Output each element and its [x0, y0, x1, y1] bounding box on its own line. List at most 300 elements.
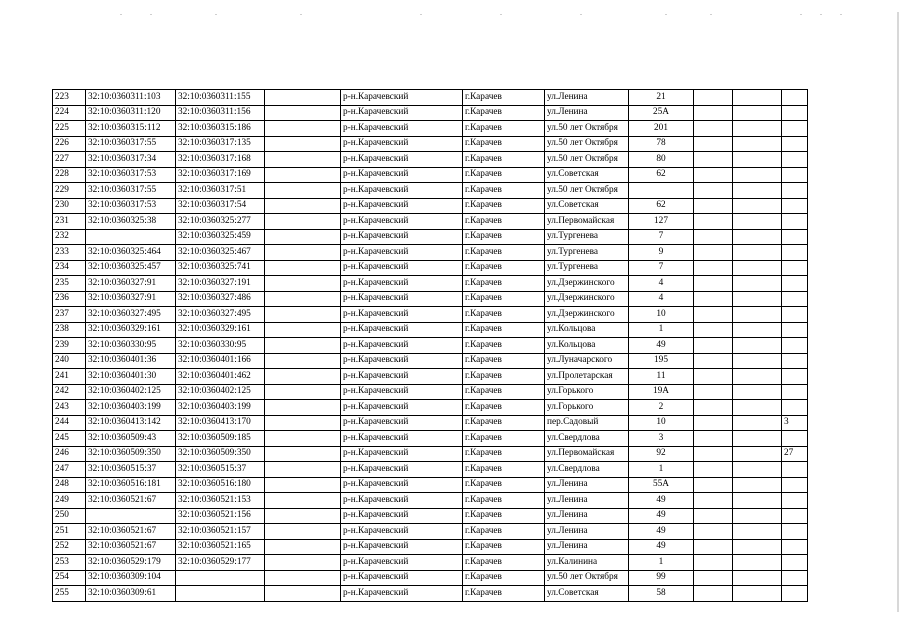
- empty-cell: [265, 586, 341, 602]
- empty-cell: [265, 136, 341, 152]
- extra-cell-3: [782, 229, 808, 245]
- row-number-cell: 238: [53, 322, 86, 338]
- district-cell: р-н.Карачевский: [341, 369, 463, 385]
- table-row: [53, 477, 808, 493]
- city-cell: г.Карачев: [463, 214, 545, 230]
- extra-cell-2: [733, 400, 782, 416]
- empty-cell: [265, 167, 341, 183]
- district-cell: р-н.Карачевский: [341, 229, 463, 245]
- extra-cell-2: [733, 276, 782, 292]
- street-cell: ул.50 лет Октября: [545, 152, 629, 168]
- extra-cell-1: [694, 214, 733, 230]
- extra-cell-3: [782, 384, 808, 400]
- city-cell: г.Карачев: [463, 493, 545, 509]
- table-row: [53, 121, 808, 137]
- city-cell: г.Карачев: [463, 121, 545, 137]
- row-number-cell: 251: [53, 524, 86, 540]
- extra-cell-1: [694, 90, 733, 106]
- city-cell: г.Карачев: [463, 446, 545, 462]
- cadastral-number-cell: 32:10:0360401:30: [86, 369, 176, 385]
- district-cell: р-н.Карачевский: [341, 307, 463, 323]
- district-cell: р-н.Карачевский: [341, 183, 463, 199]
- extra-cell-1: [694, 167, 733, 183]
- street-cell: ул.50 лет Октября: [545, 183, 629, 199]
- extra-cell-1: [694, 400, 733, 416]
- cadastral-number-cell: 32:10:0360327:495: [86, 307, 176, 323]
- house-number-cell: 11: [629, 369, 694, 385]
- row-number-cell: 232: [53, 229, 86, 245]
- row-number-cell: 246: [53, 446, 86, 462]
- extra-cell-3: [782, 291, 808, 307]
- extra-cell-3: [782, 570, 808, 586]
- street-cell: ул.Ленина: [545, 90, 629, 106]
- district-cell: р-н.Карачевский: [341, 539, 463, 555]
- extra-cell-1: [694, 152, 733, 168]
- extra-cell-2: [733, 431, 782, 447]
- extra-cell-3: [782, 136, 808, 152]
- extra-cell-3: [782, 539, 808, 555]
- cadastral-number-cell: 32:10:0360402:125: [86, 384, 176, 400]
- district-cell: р-н.Карачевский: [341, 121, 463, 137]
- house-number-cell: 49: [629, 508, 694, 524]
- city-cell: г.Карачев: [463, 183, 545, 199]
- street-cell: ул.Ленина: [545, 493, 629, 509]
- house-number-cell: 4: [629, 276, 694, 292]
- extra-cell-1: [694, 322, 733, 338]
- house-number-cell: 1: [629, 322, 694, 338]
- house-number-cell: 25А: [629, 105, 694, 121]
- empty-cell: [265, 90, 341, 106]
- extra-cell-2: [733, 322, 782, 338]
- empty-cell: [265, 291, 341, 307]
- cadastral-number-cell: 32:10:0360509:43: [86, 431, 176, 447]
- cadastral-number-cell: 32:10:0360309:104: [86, 570, 176, 586]
- cadastral-number-2-cell: 32:10:0360325:467: [176, 245, 265, 261]
- row-number-cell: 247: [53, 462, 86, 478]
- cadastral-number-cell: 32:10:0360329:161: [86, 322, 176, 338]
- extra-cell-3: [782, 245, 808, 261]
- street-cell: ул.Пролетарская: [545, 369, 629, 385]
- empty-cell: [265, 229, 341, 245]
- house-number-cell: 49: [629, 493, 694, 509]
- extra-cell-3: [782, 152, 808, 168]
- cadastral-number-cell: 32:10:0360309:61: [86, 586, 176, 602]
- street-cell: ул.Советская: [545, 198, 629, 214]
- city-cell: г.Карачев: [463, 136, 545, 152]
- extra-cell-3: [782, 322, 808, 338]
- extra-cell-3: [782, 431, 808, 447]
- district-cell: р-н.Карачевский: [341, 524, 463, 540]
- extra-cell-1: [694, 524, 733, 540]
- cadastral-number-2-cell: 32:10:0360327:191: [176, 276, 265, 292]
- row-number-cell: 226: [53, 136, 86, 152]
- cadastral-number-cell: 32:10:0360515:37: [86, 462, 176, 478]
- empty-cell: [265, 121, 341, 137]
- row-number-cell: 225: [53, 121, 86, 137]
- cadastral-number-cell: [86, 229, 176, 245]
- district-cell: р-н.Карачевский: [341, 198, 463, 214]
- table-row: [53, 198, 808, 214]
- row-number-cell: 227: [53, 152, 86, 168]
- extra-cell-1: [694, 338, 733, 354]
- empty-cell: [265, 508, 341, 524]
- house-number-cell: 99: [629, 570, 694, 586]
- extra-cell-3: [782, 260, 808, 276]
- extra-cell-1: [694, 539, 733, 555]
- extra-cell-1: [694, 245, 733, 261]
- extra-cell-1: [694, 586, 733, 602]
- street-cell: ул.Калинина: [545, 555, 629, 571]
- extra-cell-1: [694, 105, 733, 121]
- row-number-cell: 241: [53, 369, 86, 385]
- district-cell: р-н.Карачевский: [341, 508, 463, 524]
- empty-cell: [265, 198, 341, 214]
- extra-cell-1: [694, 508, 733, 524]
- cadastral-number-2-cell: 32:10:0360325:277: [176, 214, 265, 230]
- cadastral-number-cell: [86, 508, 176, 524]
- extra-cell-3: [782, 105, 808, 121]
- extra-cell-3: [782, 121, 808, 137]
- district-cell: р-н.Карачевский: [341, 322, 463, 338]
- house-number-cell: 7: [629, 260, 694, 276]
- extra-cell-2: [733, 167, 782, 183]
- cadastral-number-2-cell: [176, 586, 265, 602]
- house-number-cell: 10: [629, 307, 694, 323]
- cadastral-number-2-cell: 32:10:0360521:157: [176, 524, 265, 540]
- house-number-cell: 10: [629, 415, 694, 431]
- street-cell: ул.Первомайская: [545, 446, 629, 462]
- district-cell: р-н.Карачевский: [341, 570, 463, 586]
- row-number-cell: 240: [53, 353, 86, 369]
- empty-cell: [265, 446, 341, 462]
- extra-cell-3: [782, 493, 808, 509]
- table-row: [53, 183, 808, 199]
- extra-cell-2: [733, 245, 782, 261]
- cadastral-number-2-cell: 32:10:0360402:125: [176, 384, 265, 400]
- cadastral-number-cell: 32:10:0360315:112: [86, 121, 176, 137]
- extra-cell-2: [733, 539, 782, 555]
- table-row: [53, 524, 808, 540]
- cadastral-number-cell: 32:10:0360317:55: [86, 183, 176, 199]
- street-cell: ул.Кольцова: [545, 338, 629, 354]
- house-number-cell: 80: [629, 152, 694, 168]
- district-cell: р-н.Карачевский: [341, 353, 463, 369]
- cadastral-number-cell: 32:10:0360317:53: [86, 167, 176, 183]
- table-row: [53, 384, 808, 400]
- row-number-cell: 233: [53, 245, 86, 261]
- city-cell: г.Карачев: [463, 90, 545, 106]
- extra-cell-3: [782, 198, 808, 214]
- extra-cell-2: [733, 291, 782, 307]
- empty-cell: [265, 400, 341, 416]
- street-cell: ул.Свердлова: [545, 431, 629, 447]
- extra-cell-1: [694, 493, 733, 509]
- empty-cell: [265, 477, 341, 493]
- cadastral-number-cell: 32:10:0360403:199: [86, 400, 176, 416]
- city-cell: г.Карачев: [463, 276, 545, 292]
- street-cell: ул.Кольцова: [545, 322, 629, 338]
- house-number-cell: [629, 183, 694, 199]
- row-number-cell: 244: [53, 415, 86, 431]
- city-cell: г.Карачев: [463, 400, 545, 416]
- table-row: [53, 539, 808, 555]
- extra-cell-3: [782, 276, 808, 292]
- city-cell: г.Карачев: [463, 539, 545, 555]
- row-number-cell: 236: [53, 291, 86, 307]
- extra-cell-1: [694, 462, 733, 478]
- table-row: [53, 276, 808, 292]
- table-row: [53, 136, 808, 152]
- cadastral-number-cell: 32:10:0360413:142: [86, 415, 176, 431]
- table-row: [53, 555, 808, 571]
- extra-cell-2: [733, 136, 782, 152]
- row-number-cell: 253: [53, 555, 86, 571]
- city-cell: г.Карачев: [463, 384, 545, 400]
- city-cell: г.Карачев: [463, 198, 545, 214]
- empty-cell: [265, 183, 341, 199]
- cadastral-number-cell: 32:10:0360325:464: [86, 245, 176, 261]
- extra-cell-3: [782, 338, 808, 354]
- table-row: [53, 260, 808, 276]
- extra-cell-2: [733, 446, 782, 462]
- cadastral-number-cell: 32:10:0360317:34: [86, 152, 176, 168]
- scan-noise: [120, 14, 860, 18]
- house-number-cell: 21: [629, 90, 694, 106]
- street-cell: пер.Садовый: [545, 415, 629, 431]
- table-row: [53, 338, 808, 354]
- city-cell: г.Карачев: [463, 369, 545, 385]
- extra-cell-1: [694, 353, 733, 369]
- table-row: [53, 400, 808, 416]
- extra-cell-3: [782, 369, 808, 385]
- extra-cell-2: [733, 586, 782, 602]
- cadastral-table: [52, 89, 808, 602]
- table-row: [53, 291, 808, 307]
- extra-cell-1: [694, 183, 733, 199]
- cadastral-number-2-cell: 32:10:0360317:169: [176, 167, 265, 183]
- cadastral-number-cell: 32:10:0360325:38: [86, 214, 176, 230]
- extra-cell-1: [694, 121, 733, 137]
- cadastral-number-cell: 32:10:0360327:91: [86, 291, 176, 307]
- table-body: [53, 90, 808, 602]
- cadastral-number-2-cell: 32:10:0360401:462: [176, 369, 265, 385]
- house-number-cell: 1: [629, 555, 694, 571]
- cadastral-number-2-cell: 32:10:0360317:135: [176, 136, 265, 152]
- city-cell: г.Карачев: [463, 307, 545, 323]
- house-number-cell: 49: [629, 338, 694, 354]
- city-cell: г.Карачев: [463, 508, 545, 524]
- extra-cell-1: [694, 431, 733, 447]
- extra-cell-1: [694, 307, 733, 323]
- street-cell: ул.Дзержинского: [545, 291, 629, 307]
- city-cell: г.Карачев: [463, 462, 545, 478]
- house-number-cell: 78: [629, 136, 694, 152]
- house-number-cell: 19А: [629, 384, 694, 400]
- empty-cell: [265, 462, 341, 478]
- cadastral-number-cell: 32:10:0360401:36: [86, 353, 176, 369]
- city-cell: г.Карачев: [463, 353, 545, 369]
- cadastral-number-cell: 32:10:0360330:95: [86, 338, 176, 354]
- extra-cell-1: [694, 446, 733, 462]
- district-cell: р-н.Карачевский: [341, 136, 463, 152]
- cadastral-number-cell: 32:10:0360509:350: [86, 446, 176, 462]
- house-number-cell: 62: [629, 167, 694, 183]
- table-row: [53, 322, 808, 338]
- cadastral-number-2-cell: 32:10:0360516:180: [176, 477, 265, 493]
- city-cell: г.Карачев: [463, 431, 545, 447]
- empty-cell: [265, 276, 341, 292]
- district-cell: р-н.Карачевский: [341, 384, 463, 400]
- district-cell: р-н.Карачевский: [341, 415, 463, 431]
- table-row: [53, 245, 808, 261]
- table-row: [53, 152, 808, 168]
- extra-cell-2: [733, 477, 782, 493]
- district-cell: р-н.Карачевский: [341, 493, 463, 509]
- cadastral-number-2-cell: 32:10:0360317:51: [176, 183, 265, 199]
- table-row: [53, 229, 808, 245]
- cadastral-number-cell: 32:10:0360521:67: [86, 539, 176, 555]
- table-row: [53, 90, 808, 106]
- extra-cell-2: [733, 508, 782, 524]
- street-cell: ул.Ленина: [545, 105, 629, 121]
- district-cell: р-н.Карачевский: [341, 167, 463, 183]
- cadastral-number-cell: 32:10:0360325:457: [86, 260, 176, 276]
- cadastral-number-cell: 32:10:0360327:91: [86, 276, 176, 292]
- empty-cell: [265, 260, 341, 276]
- extra-cell-1: [694, 555, 733, 571]
- extra-cell-3: [782, 214, 808, 230]
- empty-cell: [265, 431, 341, 447]
- extra-cell-1: [694, 384, 733, 400]
- empty-cell: [265, 214, 341, 230]
- street-cell: ул.Ленина: [545, 539, 629, 555]
- cadastral-number-2-cell: 32:10:0360315:186: [176, 121, 265, 137]
- house-number-cell: 2: [629, 400, 694, 416]
- row-number-cell: 234: [53, 260, 86, 276]
- street-cell: ул.Тургенева: [545, 229, 629, 245]
- extra-cell-2: [733, 90, 782, 106]
- empty-cell: [265, 570, 341, 586]
- extra-cell-3: 27: [782, 446, 808, 462]
- table-row: [53, 462, 808, 478]
- table-row: [53, 353, 808, 369]
- cadastral-number-2-cell: 32:10:0360327:486: [176, 291, 265, 307]
- cadastral-number-2-cell: 32:10:0360509:350: [176, 446, 265, 462]
- street-cell: ул.50 лет Октября: [545, 570, 629, 586]
- city-cell: г.Карачев: [463, 338, 545, 354]
- street-cell: ул.50 лет Октября: [545, 121, 629, 137]
- extra-cell-3: [782, 508, 808, 524]
- street-cell: ул.Горького: [545, 384, 629, 400]
- house-number-cell: 195: [629, 353, 694, 369]
- city-cell: г.Карачев: [463, 291, 545, 307]
- row-number-cell: 229: [53, 183, 86, 199]
- street-cell: ул.Тургенева: [545, 260, 629, 276]
- district-cell: р-н.Карачевский: [341, 214, 463, 230]
- city-cell: г.Карачев: [463, 229, 545, 245]
- cadastral-number-cell: 32:10:0360521:67: [86, 524, 176, 540]
- cadastral-number-2-cell: 32:10:0360330:95: [176, 338, 265, 354]
- house-number-cell: 49: [629, 539, 694, 555]
- cadastral-number-cell: 32:10:0360311:103: [86, 90, 176, 106]
- extra-cell-2: [733, 555, 782, 571]
- table-row: [53, 167, 808, 183]
- table-row: [53, 586, 808, 602]
- extra-cell-2: [733, 462, 782, 478]
- house-number-cell: 49: [629, 524, 694, 540]
- house-number-cell: 62: [629, 198, 694, 214]
- cadastral-number-2-cell: 32:10:0360327:495: [176, 307, 265, 323]
- extra-cell-2: [733, 152, 782, 168]
- cadastral-number-2-cell: 32:10:0360529:177: [176, 555, 265, 571]
- cadastral-number-cell: 32:10:0360521:67: [86, 493, 176, 509]
- extra-cell-2: [733, 570, 782, 586]
- cadastral-number-2-cell: 32:10:0360317:168: [176, 152, 265, 168]
- extra-cell-2: [733, 105, 782, 121]
- cadastral-number-2-cell: 32:10:0360509:185: [176, 431, 265, 447]
- city-cell: г.Карачев: [463, 105, 545, 121]
- house-number-cell: 201: [629, 121, 694, 137]
- street-cell: ул.Дзержинского: [545, 276, 629, 292]
- row-number-cell: 237: [53, 307, 86, 323]
- row-number-cell: 228: [53, 167, 86, 183]
- extra-cell-2: [733, 353, 782, 369]
- row-number-cell: 248: [53, 477, 86, 493]
- table-row: [53, 415, 808, 431]
- house-number-cell: 4: [629, 291, 694, 307]
- extra-cell-1: [694, 570, 733, 586]
- extra-cell-1: [694, 229, 733, 245]
- table-row: [53, 508, 808, 524]
- city-cell: г.Карачев: [463, 260, 545, 276]
- extra-cell-2: [733, 493, 782, 509]
- city-cell: г.Карачев: [463, 555, 545, 571]
- cadastral-number-cell: 32:10:0360317:55: [86, 136, 176, 152]
- table-row: [53, 369, 808, 385]
- cadastral-number-2-cell: 32:10:0360329:161: [176, 322, 265, 338]
- district-cell: р-н.Карачевский: [341, 90, 463, 106]
- extra-cell-3: [782, 183, 808, 199]
- cadastral-number-cell: 32:10:0360529:179: [86, 555, 176, 571]
- row-number-cell: 230: [53, 198, 86, 214]
- house-number-cell: 55А: [629, 477, 694, 493]
- street-cell: ул.Свердлова: [545, 462, 629, 478]
- empty-cell: [265, 353, 341, 369]
- extra-cell-1: [694, 260, 733, 276]
- street-cell: ул.Тургенева: [545, 245, 629, 261]
- row-number-cell: 254: [53, 570, 86, 586]
- cadastral-number-cell: 32:10:0360516:181: [86, 477, 176, 493]
- house-number-cell: 7: [629, 229, 694, 245]
- extra-cell-1: [694, 291, 733, 307]
- empty-cell: [265, 539, 341, 555]
- empty-cell: [265, 338, 341, 354]
- street-cell: ул.Горького: [545, 400, 629, 416]
- extra-cell-3: [782, 90, 808, 106]
- cadastral-number-2-cell: 32:10:0360311:156: [176, 105, 265, 121]
- house-number-cell: 92: [629, 446, 694, 462]
- district-cell: р-н.Карачевский: [341, 338, 463, 354]
- extra-cell-2: [733, 524, 782, 540]
- house-number-cell: 127: [629, 214, 694, 230]
- cadastral-number-2-cell: 32:10:0360401:166: [176, 353, 265, 369]
- street-cell: ул.Советская: [545, 586, 629, 602]
- street-cell: ул.Дзержинского: [545, 307, 629, 323]
- extra-cell-3: [782, 462, 808, 478]
- district-cell: р-н.Карачевский: [341, 105, 463, 121]
- empty-cell: [265, 245, 341, 261]
- city-cell: г.Карачев: [463, 570, 545, 586]
